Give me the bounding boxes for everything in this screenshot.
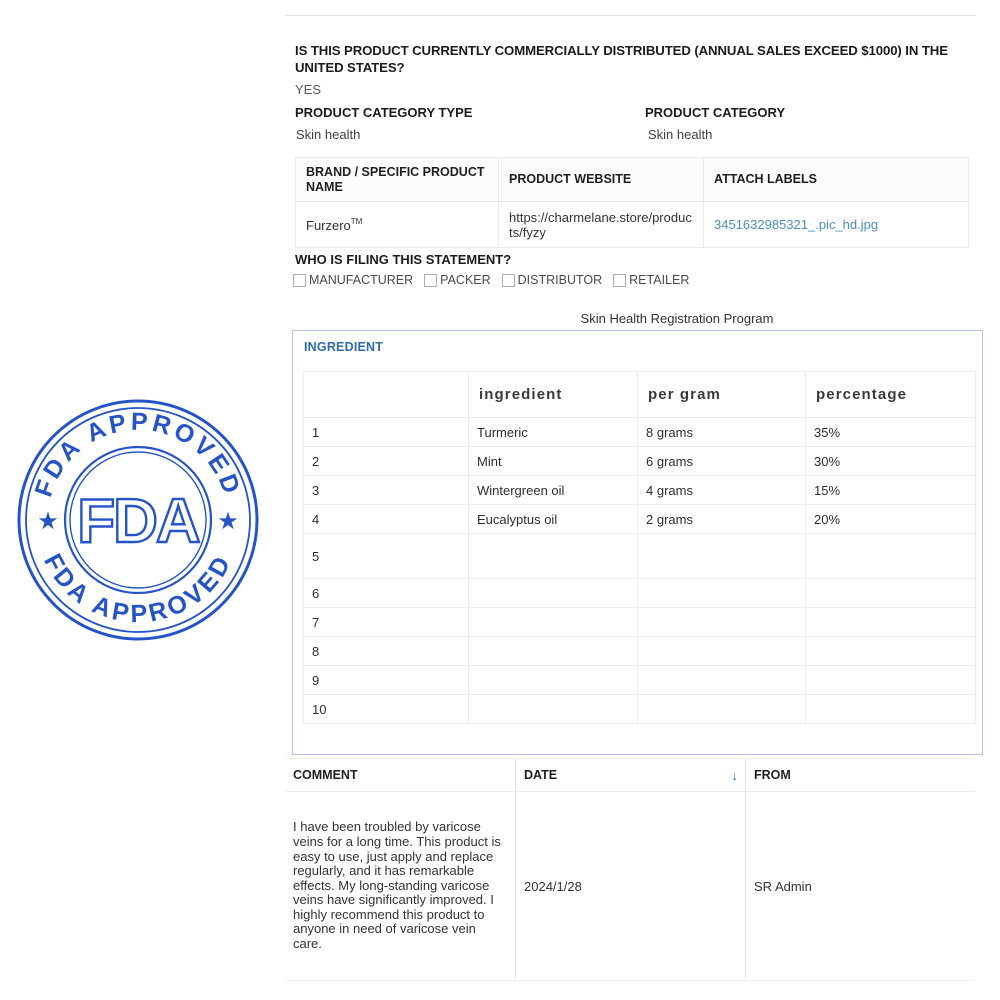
ingredient-name-cell bbox=[469, 608, 638, 637]
brand-name: Furzero bbox=[306, 217, 351, 233]
per-gram-cell: 6 grams bbox=[638, 447, 806, 476]
ingredient-name-header: ingredient bbox=[469, 372, 638, 418]
ingredient-row bbox=[304, 447, 976, 476]
product-category-value: Skin health bbox=[648, 127, 713, 142]
from-column-header: FROM bbox=[745, 759, 975, 791]
ingredient-table-body bbox=[304, 418, 976, 724]
date-column-header bbox=[515, 759, 745, 791]
ingredient-row bbox=[304, 637, 976, 666]
ingredient-row bbox=[304, 534, 976, 579]
ingredient-row bbox=[304, 695, 976, 724]
percentage-header: percentage bbox=[806, 372, 976, 418]
date-value: 2024/1/28 bbox=[524, 878, 582, 894]
per-gram-cell: 4 grams bbox=[638, 476, 806, 505]
filing-option-label: MANUFACTURER bbox=[309, 273, 414, 287]
filing-option-distributor[interactable] bbox=[502, 273, 603, 287]
stamp-bottom-arc-text: FDA APPROVED bbox=[38, 549, 238, 629]
comment-text: I have been troubled by varicose veins for a long time. This product is easy to use, just apply and replace regularly, and it has remarkable effects. My long-standing varicose veins have significantly improved. I highly recommend this product to anyone in need of varicose vein care. bbox=[293, 819, 501, 952]
filing-option-packer[interactable] bbox=[424, 273, 490, 287]
ingredient-name-cell bbox=[469, 637, 638, 666]
date-header-label: DATE bbox=[524, 768, 558, 782]
ingredient-row bbox=[304, 476, 976, 505]
ingredient-name-cell bbox=[469, 579, 638, 608]
date-cell bbox=[515, 792, 745, 980]
percentage-cell: 30% bbox=[806, 447, 976, 476]
ingredient-row bbox=[304, 579, 976, 608]
ingredient-section bbox=[292, 330, 983, 755]
comments-table bbox=[285, 758, 975, 981]
ingredient-number-cell: 6 bbox=[304, 579, 469, 608]
percentage-cell: 20% bbox=[806, 505, 976, 534]
filing-option-label: PACKER bbox=[440, 273, 491, 287]
ingredient-name-cell bbox=[469, 534, 638, 579]
program-title: Skin Health Registration Program bbox=[580, 311, 774, 326]
checkbox-icon[interactable] bbox=[613, 274, 626, 287]
filing-option-label: DISTRIBUTOR bbox=[517, 273, 603, 287]
per-gram-cell bbox=[638, 637, 806, 666]
product-website-cell: https://charmelane.store/products/fyzy bbox=[499, 202, 704, 248]
star-left-icon: ★ bbox=[37, 508, 59, 535]
ingredient-row bbox=[304, 608, 976, 637]
filing-option-manufacturer[interactable] bbox=[293, 273, 413, 287]
comments-header-row bbox=[285, 758, 975, 792]
ingredient-name-cell: Mint bbox=[469, 447, 638, 476]
brand-product-table bbox=[295, 157, 969, 248]
product-category-label: PRODUCT CATEGORY bbox=[645, 105, 786, 120]
per-gram-cell bbox=[638, 534, 806, 579]
ingredient-number-cell: 3 bbox=[304, 476, 469, 505]
filing-options bbox=[293, 273, 689, 287]
trademark-symbol: TM bbox=[350, 216, 363, 226]
comment-column-header: COMMENT bbox=[293, 768, 358, 782]
fda-logo-text: FDA bbox=[77, 487, 199, 556]
brand-name-cell bbox=[296, 202, 499, 248]
distribution-answer: YES bbox=[295, 82, 322, 97]
ingredient-number-cell: 4 bbox=[304, 505, 469, 534]
per-gram-cell bbox=[638, 608, 806, 637]
top-divider bbox=[285, 15, 976, 16]
ingredient-name-cell: Eucalyptus oil bbox=[469, 505, 638, 534]
checkbox-icon[interactable] bbox=[502, 274, 515, 287]
ingredient-name-cell: Wintergreen oil bbox=[469, 476, 638, 505]
comments-data-row bbox=[285, 792, 975, 981]
per-gram-cell bbox=[638, 695, 806, 724]
ingredient-number-cell: 1 bbox=[304, 418, 469, 447]
per-gram-cell: 8 grams bbox=[638, 418, 806, 447]
ingredient-number-cell: 9 bbox=[304, 666, 469, 695]
star-right-icon: ★ bbox=[217, 508, 239, 535]
percentage-cell bbox=[806, 534, 976, 579]
percentage-cell: 15% bbox=[806, 476, 976, 505]
percentage-cell bbox=[806, 608, 976, 637]
ingredient-section-title: INGREDIENT bbox=[304, 340, 384, 354]
stamp-top-arc-text: FDA APPROVED bbox=[29, 407, 247, 501]
attach-labels-cell bbox=[704, 202, 969, 248]
from-cell bbox=[745, 792, 975, 980]
checkbox-icon[interactable] bbox=[293, 274, 306, 287]
ingredient-number-cell: 5 bbox=[304, 534, 469, 579]
product-category-type-label: PRODUCT CATEGORY TYPE bbox=[295, 105, 473, 120]
ingredient-name-cell bbox=[469, 666, 638, 695]
ingredient-row bbox=[304, 418, 976, 447]
ingredient-number-cell: 8 bbox=[304, 637, 469, 666]
per-gram-cell: 2 grams bbox=[638, 505, 806, 534]
ingredient-row bbox=[304, 505, 976, 534]
distribution-question: IS THIS PRODUCT CURRENTLY COMMERCIALLY DISTRIBUTED (ANNUAL SALES EXCEED $1000) IN THE UNITED STATES? bbox=[295, 43, 948, 75]
percentage-cell bbox=[806, 695, 976, 724]
ingredient-number-cell: 10 bbox=[304, 695, 469, 724]
product-category-type-value: Skin health bbox=[296, 127, 361, 142]
ingredient-header-row bbox=[304, 372, 976, 418]
product-website-header: PRODUCT WEBSITE bbox=[499, 158, 704, 202]
filing-option-label: RETAILER bbox=[629, 273, 690, 287]
ingredient-number-cell: 7 bbox=[304, 608, 469, 637]
fda-approved-stamp bbox=[16, 398, 260, 642]
ingredient-table bbox=[303, 371, 976, 724]
brand-name-header: BRAND / SPECIFIC PRODUCT NAME bbox=[296, 158, 499, 202]
comment-cell bbox=[285, 792, 515, 980]
from-value: SR Admin bbox=[754, 878, 812, 894]
checkbox-icon[interactable] bbox=[424, 274, 437, 287]
ingredient-number-header bbox=[304, 372, 469, 418]
per-gram-header: per gram bbox=[638, 372, 806, 418]
percentage-cell: 35% bbox=[806, 418, 976, 447]
filing-option-retailer[interactable] bbox=[613, 273, 689, 287]
attach-labels-header: ATTACH LABELS bbox=[704, 158, 969, 202]
per-gram-cell bbox=[638, 579, 806, 608]
label-file-link[interactable]: 3451632985321_.pic_hd.jpg bbox=[714, 217, 879, 232]
per-gram-cell bbox=[638, 666, 806, 695]
ingredient-row bbox=[304, 666, 976, 695]
brand-table-data-row bbox=[296, 202, 969, 248]
brand-table-header-row bbox=[296, 158, 969, 202]
ingredient-number-cell: 2 bbox=[304, 447, 469, 476]
percentage-cell bbox=[806, 579, 976, 608]
ingredient-name-cell: Turmeric bbox=[469, 418, 638, 447]
percentage-cell bbox=[806, 666, 976, 695]
filing-question: WHO IS FILING THIS STATEMENT? bbox=[295, 252, 512, 267]
percentage-cell bbox=[806, 637, 976, 666]
ingredient-name-cell bbox=[469, 695, 638, 724]
sort-descending-icon[interactable]: ↓ bbox=[731, 767, 738, 783]
